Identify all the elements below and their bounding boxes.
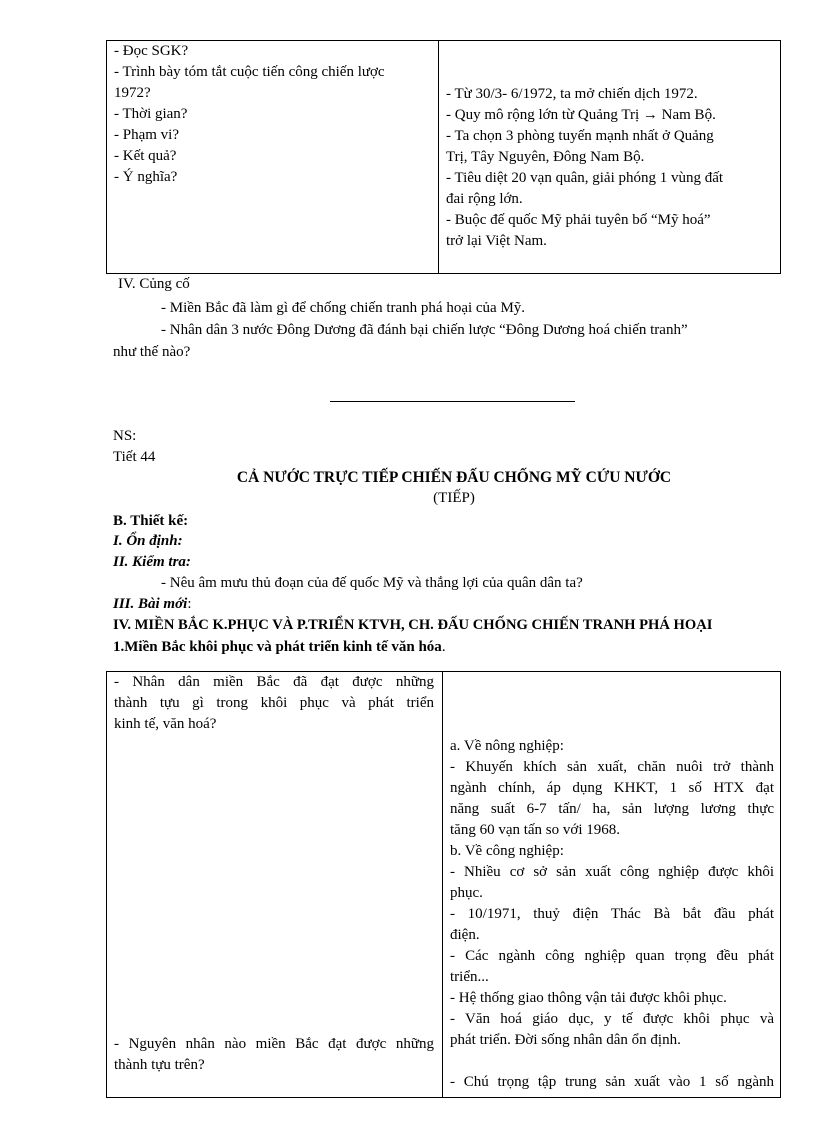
section-separator [330,401,575,402]
table-chien-luoc-1972 [106,40,781,274]
cung-co-question-2: - Nhân dân 3 nước Đông Dương đã đánh bại chiến lược “Đông Dương hoá chiến tranh” [161,322,688,338]
table2-question-2 [114,1034,434,1076]
cung-co-question-1: - Miền Bắc đã làm gì để chống chiến tranh phá hoại của Mỹ. [161,300,526,316]
t2-q1-line: - Nhân dân miền Bắc đã đạt được những [114,674,434,690]
bai-moi-label: III. Bài mới [113,596,188,612]
table1-right-column [446,84,774,273]
t1-right-line: - Từ 30/3- 6/1972, ta mở chiến dịch 1972. [446,86,698,102]
t1-right-line: - Quy mô rộng lớn từ Quảng Trị → Nam Bộ. [446,107,716,123]
lesson-subtitle: (TIẾP) [433,490,475,506]
ns-label: NS: [113,428,137,444]
t1-left-line: - Đọc SGK? [114,43,189,59]
t2-q1-line: thành tựu gì trong khôi phục và phát triển [114,695,434,711]
table1-left-column [114,41,432,273]
t2-right-line: - Khuyến khích sản xuất, chăn nuôi trở thành [450,759,774,775]
thiet-ke-heading: B. Thiết kế: [113,513,189,529]
t2-right-line: - Văn hoá giáo dục, y tế được khôi phục và [450,1011,774,1027]
t2-right-line: - Chú trọng tập trung sản xuất vào 1 số ngành [450,1074,774,1090]
t1-left-line: - Thời gian? [114,106,188,122]
t2-right-line: phát triển. Đời sống nhân dân ổn định. [450,1032,681,1048]
t2-right-line: b. Về công nghiệp: [450,843,564,859]
t2-right-line: - Nhiều cơ sở sản xuất công nghiệp được khôi [450,864,774,880]
t2-right-line: điện. [450,927,480,943]
bai-moi-heading [113,594,192,615]
t2-right-line [450,1051,774,1072]
bai-moi-colon: : [187,596,192,612]
section-1-text: 1.Miền Bắc khôi phục và phát triển kinh tế văn hóa [113,639,442,655]
t1-right-line: Trị, Tây Nguyên, Đông Nam Bộ. [446,149,645,165]
t1-left-line: - Ý nghĩa? [114,169,178,185]
on-dinh-heading: I. Ổn định: [113,533,183,549]
t1-left-line: 1972? [114,85,151,101]
kiem-tra-question: - Nêu âm mưu thủ đoạn của đế quốc Mỹ và thắng lợi của quân dân ta? [161,575,583,591]
t2-right-line: tăng 60 vạn tấn so với 1968. [450,822,620,838]
t1-right-line: đai rộng lớn. [446,191,523,207]
t1-left-line: - Trình bày tóm tắt cuộc tiến công chiến lược [114,64,385,80]
t2-right-line: ngành chính, áp dụng KHKT, 1 số HTX đạt [450,780,774,796]
t1-right-line: - Ta chọn 3 phòng tuyến mạnh nhất ở Quảng [446,128,714,144]
t1-right-line: - Tiêu diệt 20 vạn quân, giải phóng 1 vùng đất [446,170,724,186]
t2-right-line: - 10/1971, thuỷ điện Thác Bà bắt đầu phát [450,906,774,922]
t2-right-line: phục. [450,885,483,901]
table2-left-column-lower [114,1034,434,1097]
t2-right-line: - Hệ thống giao thông vận tải được khôi phục. [450,990,727,1006]
kiem-tra-heading: II. Kiểm tra: [113,554,191,570]
t1-left-line: - Kết quả? [114,148,177,164]
t2-q1-line: kinh tế, văn hoá? [114,716,217,732]
cung-co-question-2-continued: như thế nào? [113,344,191,360]
section-1-heading [113,637,446,658]
t2-right-line: - Các ngành công nghiệp quan trọng đều phát [450,948,774,964]
t2-right-line: năng suất 6-7 tấn/ ha, sản lượng lương thực [450,801,774,817]
t1-right-line: trở lại Việt Nam. [446,233,547,249]
table-khoi-phuc-kinh-te [106,671,781,1098]
t1-right-line: - Buộc đế quốc Mỹ phải tuyên bố “Mỹ hoá” [446,212,711,228]
table2-column-divider [442,672,443,1097]
t2-q2-line: thành tựu trên? [114,1057,205,1073]
lesson-title: CẢ NƯỚC TRỰC TIẾP CHIẾN ĐẤU CHỐNG MỸ CỨU NƯỚC [236,469,672,486]
table2-right-column [450,736,774,1097]
cung-co-heading: IV. Củng cố [118,276,190,292]
section-iv-heading: IV. MIỀN BẮC K.PHỤC VÀ P.TRIỂN KTVH, CH. ĐẤU CHỐNG CHIẾN TRANH PHÁ HOẠI [113,617,713,633]
t1-left-line: - Phạm vi? [114,127,179,143]
lesson-number: Tiết 44 [113,449,156,465]
t2-q2-line: - Nguyên nhân nào miền Bắc đạt được những [114,1036,434,1052]
table1-column-divider [438,41,439,273]
table2-question-1 [114,672,434,735]
section-1-dot: . [441,639,446,655]
t2-right-line: triển... [450,969,489,985]
t2-right-line: a. Về nông nghiệp: [450,738,564,754]
